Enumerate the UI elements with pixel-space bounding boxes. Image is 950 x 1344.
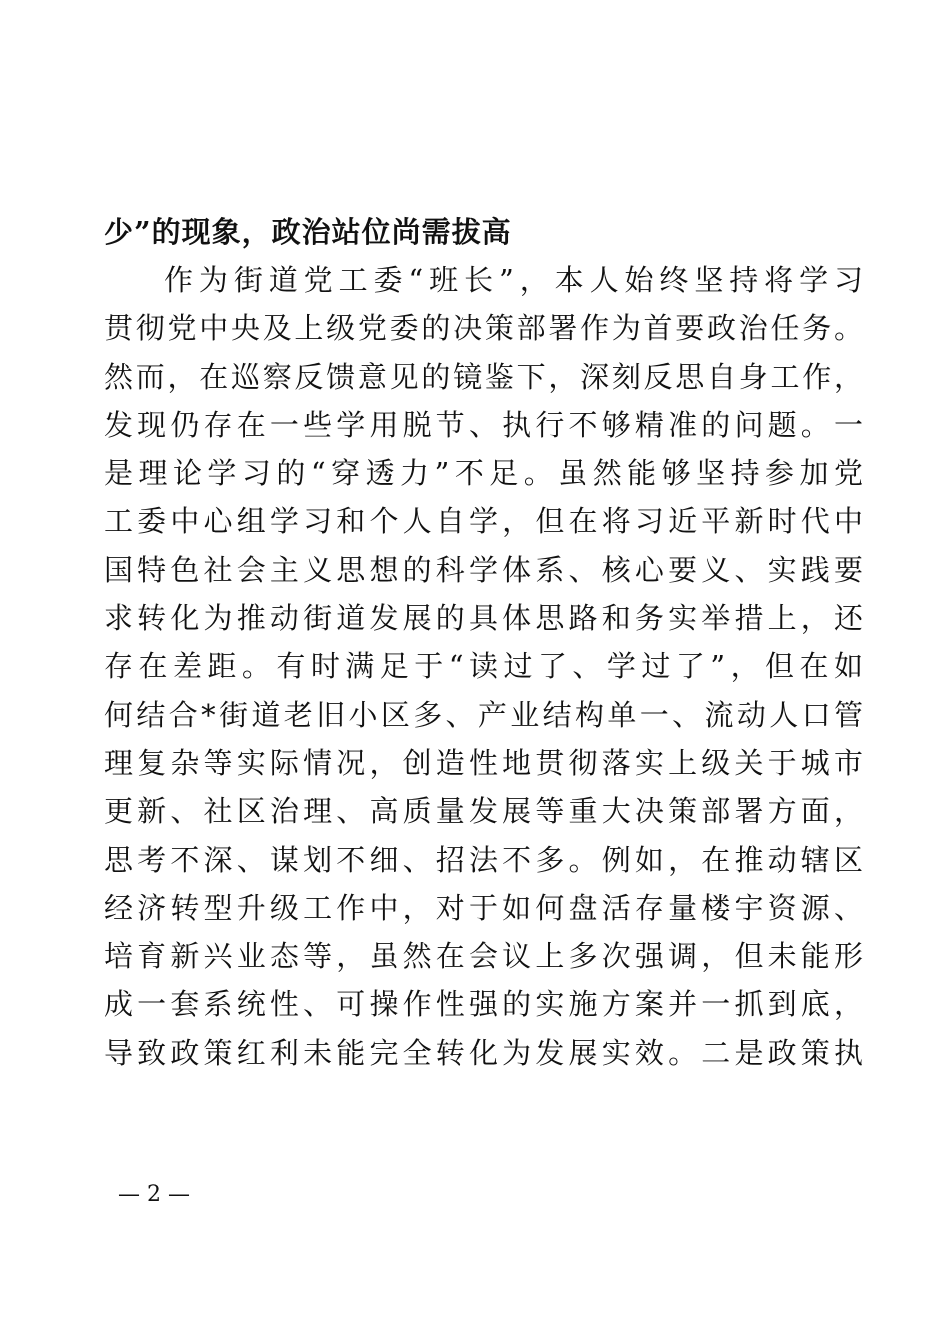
paragraph-line: 是理论学习的“穿透力”不足。虽然能够坚持参加党 <box>104 456 864 491</box>
paragraph-line: 培育新兴业态等，虽然在会议上多次强调，但未能形 <box>104 939 864 974</box>
page-number: — 2 — <box>118 1182 190 1207</box>
paragraph-line: 理复杂等实际情况，创造性地贯彻落实上级关于城市 <box>104 745 864 780</box>
paragraph-line: 成一套系统性、可操作性强的实施方案并一抓到底， <box>104 987 864 1022</box>
paragraph-line: 国特色社会主义思想的科学体系、核心要义、实践要 <box>104 552 864 587</box>
document-body <box>104 208 864 1077</box>
paragraph-line: 更新、社区治理、高质量发展等重大决策部署方面， <box>104 794 864 829</box>
paragraph-line: 发现仍存在一些学用脱节、执行不够精准的问题。一 <box>104 407 864 442</box>
paragraph-line: 然而，在巡察反馈意见的镜鉴下，深刻反思自身工作， <box>104 359 864 394</box>
paragraph-line: 作为街道党工委“班长”，本人始终坚持将学习 <box>164 263 864 297</box>
paragraph-line: 何结合*街道老旧小区多、产业结构单一、流动人口管 <box>104 697 864 732</box>
paragraph-line: 存在差距。有时满足于“读过了、学过了”，但在如 <box>104 649 864 684</box>
paragraph-line: 思考不深、谋划不细、招法不多。例如，在推动辖区 <box>104 842 864 877</box>
paragraph-line: 求转化为推动街道发展的具体思路和务实举措上，还 <box>104 601 864 636</box>
paragraph-line: 导致政策红利未能完全转化为发展实效。二是政策执 <box>104 1035 864 1070</box>
paragraph-line: 贯彻党中央及上级党委的决策部署作为首要政治任务。 <box>104 311 864 346</box>
section-heading-continuation: 少”的现象，政治站位尚需拔高 <box>104 215 512 249</box>
paragraph-line: 经济转型升级工作中，对于如何盘活存量楼宇资源、 <box>104 890 864 925</box>
paragraph-line: 工委中心组学习和个人自学，但在将习近平新时代中 <box>104 504 864 539</box>
